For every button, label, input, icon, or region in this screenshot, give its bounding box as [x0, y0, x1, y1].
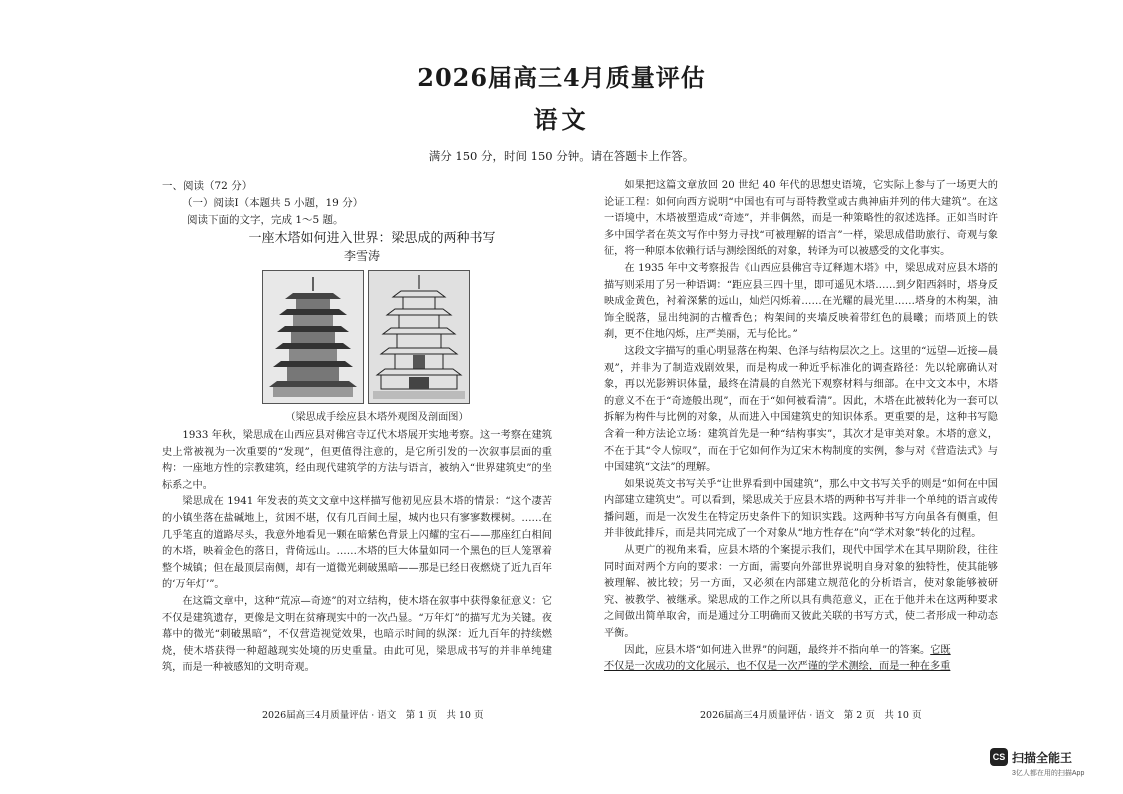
pagoda-section-drawing: [368, 270, 470, 404]
article-author: 李雪涛: [343, 249, 380, 263]
figure-caption: （梁思成手绘应县木塔外观图及剖面图）: [285, 412, 469, 423]
underlined-text: 它既: [930, 644, 951, 656]
paragraph: 从更广的视角来看，应县木塔的个案提示我们，现代中国学术在其早期阶段，往往同时面对两个方向的要求：一方面，需要向外部世界说明自身对象的独特性，使其能够被理解、被比较；另一方面，又必须在内部建立规范化的分析语言，使对象能够被研究、被教学、被继承。梁思成的工作之所以具有典范意义，正在于他并未在这两种要求之间做出简单取舍，而是通过分工明确而又彼此关联的书写方式，使二者形成一种动态平衡。: [604, 545, 998, 640]
camscanner-app-name: 扫描全能王: [1012, 751, 1073, 765]
footer-page-1: 2026届高三4月质量评估 · 语文 第 1 页 共 10 页: [262, 710, 484, 721]
article-title: 一座木塔如何进入世界：梁思成的两种书写: [248, 231, 496, 246]
paragraph: 1933 年秋，梁思成在山西应县对佛宫寺辽代木塔展开实地考察。这一考察在建筑史上常被视为一次重要的“发现”，但更值得注意的，是它所引发的一次叙事层面的重构：一座地方性的宗教建筑，经由现代建筑学的方法与语言，被纳入“世界建筑史”的坐标系之中。: [162, 430, 552, 491]
left-column: [162, 178, 552, 677]
footer-page-2: 2026届高三4月质量评估 · 语文 第 2 页 共 10 页: [700, 710, 922, 721]
subject-title: 语文: [533, 105, 590, 134]
underlined-text: 不仅是一次成功的文化展示，也不仅是一次严谨的学术测绘，而是一种在多重: [604, 661, 951, 673]
last-paragraph: [604, 643, 998, 676]
pagoda-figure: [262, 270, 470, 404]
camscanner-logo-icon: CS: [990, 748, 1008, 766]
right-column: [604, 178, 998, 676]
last-paragraph-text: 因此，应县木塔“如何进入世界”的问题，最终并不指向单一的答案。: [624, 644, 931, 656]
pagoda-exterior-drawing: [262, 270, 364, 404]
section-heading: 一、阅读（72 分）: [162, 180, 253, 192]
reading-direction: 阅读下面的文字，完成 1～5 题。: [187, 214, 344, 226]
paragraph: 这段文字描写的重心明显落在构架、色泽与结构层次之上。这里的“远望—近接—晨观”，并非为了制造戏剧效果，而是构成一种近乎标准化的调查路径：先以轮廓确认对象，再以光影辨识体量，最终在清晨的自然光下观察材料与细部。在中文文本中，木塔的意义不在于“奇迹般出现”，而在于“如何被看清”。因此，木塔在此被转化为一套可以拆解为构件与比例的对象，从而进入中国建筑史的知识体系。更重要的是，这种书写隐含着一种方法论立场：建筑首先是一种“结构事实”，其次才是审美对象。木塔的意义，不在于其“令人惊叹”，而在于它如何作为辽宋木构制度的实例，参与对《营造法式》与中国建筑“文法”的理解。: [604, 345, 998, 474]
exam-title: 2026届高三4月质量评估: [417, 63, 706, 92]
paragraph: 在这篇文章中，这种“荒凉—奇迹”的对立结构，使木塔在叙事中获得象征意义：它不仅是建筑遗存，更像是文明在贫瘠现实中的一次凸显。“万年灯”的描写尤为关键。夜幕中的微光“刺破黑暗”，不仅营造视觉效果，也暗示时间的纵深：近九百年的持续燃烧，使木塔获得一种超越现实处境的历史重量。由此可见，梁思成书写的并非单纯建筑，而是一种被感知的文明奇观。: [162, 595, 552, 674]
subsection-heading: （一）阅读Ⅰ（本题共 5 小题，19 分）: [182, 197, 364, 209]
camscanner-slogan: 3亿人都在用的扫描App: [1012, 770, 1085, 777]
paragraph: 在 1935 年中文考察报告《山西应县佛宫寺辽释迦木塔》中，梁思成对应县木塔的描写则采用了另一种语调：“距应县三四十里，即可遥见木塔……到夕阳西斜时，塔身反映成金黄色，衬着深紫的远山，灿烂闪烁着……在光耀的晨光里……塔身的木构架，油饰全脱落，显出纯洞的古檀香色；构架间的夹墙反映着带红色的晨曦；而塔顶上的铁刹，更不住地闪烁，庄严美丽，无与伦比。”: [604, 262, 998, 341]
paragraph: 梁思成在 1941 年发表的英文文章中这样描写他初见应县木塔的情景：“这个凄苦的小镇坐落在盐碱地上，贫困不堪，仅有几百间土屋，城内也只有寥寥数棵树。……在几乎笔直的道路尽头，我意外地看见一颗在暗紫色背景上闪耀的宝石——那座红白相间的木塔，映着金色的落日，背倚远山。……木塔的巨大体量如同一个黑色的巨人笼罩着整个城镇；但在最顶层南侧，却有一道微光刺破黑暗——那是已经日夜燃烧了近九百年的‘万年灯’”。: [162, 496, 552, 591]
paragraph: 如果把这篇文章放回 20 世纪 40 年代的思想史语境，它实际上参与了一场更大的论证工程：如何向西方说明“中国也有可与哥特教堂或古典神庙并列的伟大建筑”。在这一语境中，木塔被塑造成“奇迹”，并非偶然，而是一种策略性的叙述选择。正如当时许多中国学者在英文写作中努力寻找“可被理解的语言”一样，梁思成借助旅行、奇观与象征，将一种原本依赖行话与测绘图纸的对象，转译为可以被感受的文化事实。: [604, 180, 998, 258]
paragraph: 如果说英文书写关乎“让世界看到中国建筑”，那么中文书写关乎的则是“如何在中国内部建立建筑史”。可以看到，梁思成关于应县木塔的两种书写并非一个单纯的语言或传播问题，而是一次发生在特定历史条件下的知识实践。这两种书写方向虽各有侧重，但并非彼此排斥，而是共同完成了一个对象从“地方性存在”向“学术对象”转化的过程。: [604, 478, 998, 540]
exam-instructions: 满分 150 分，时间 150 分钟。请在答题卡上作答。: [428, 149, 695, 163]
